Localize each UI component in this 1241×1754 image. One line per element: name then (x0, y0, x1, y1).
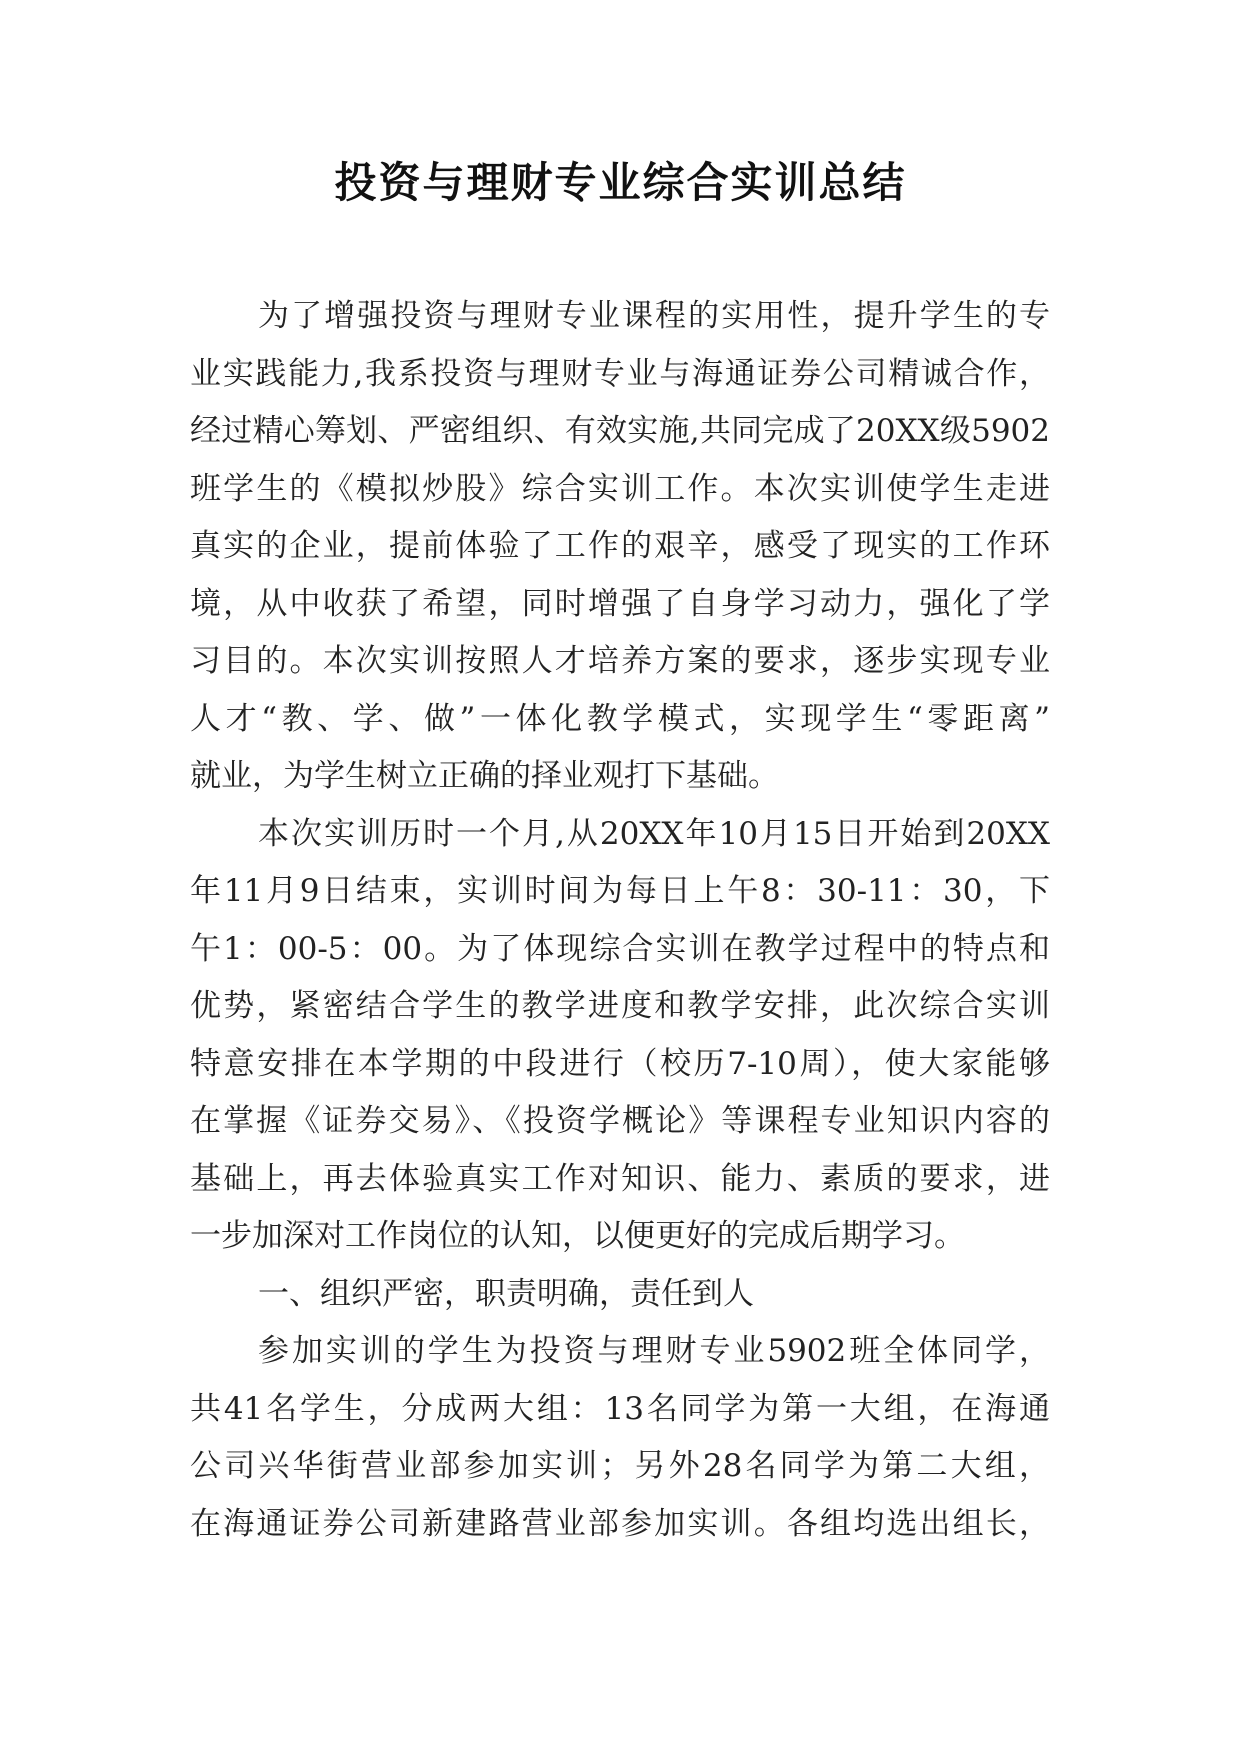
text-line: 午1：00-5：00。为了体现综合实训在教学过程中的特点和 (190, 930, 1050, 967)
text-line: 本次实训历时一个月,从20XX年10月15日开始到20XX (258, 815, 1050, 852)
text-line: 基础上，再去体验真实工作对知识、能力、素质的要求，进 (190, 1160, 1050, 1197)
text-line: 人才“教、学、做”一体化教学模式，实现学生“零距离” (190, 700, 1050, 737)
text-line: 习目的。本次实训按照人才培养方案的要求，逐步实现专业 (190, 643, 1050, 679)
text-line: 班学生的《模拟炒股》综合实训工作。本次实训使学生走进 (190, 470, 1050, 507)
text-line: 一、组织严密，职责明确，责任到人 (258, 1275, 754, 1312)
text-line: 为了增强投资与理财专业课程的实用性，提升学生的专 (258, 298, 1050, 334)
document-body (190, 288, 1050, 1553)
text-line: 特意安排在本学期的中段进行（校历7-10周），使大家能够 (190, 1045, 1050, 1082)
text-line: 业实践能力,我系投资与理财专业与海通证券公司精诚合作， (190, 355, 1050, 392)
text-line: 境，从中收获了希望，同时增强了自身学习动力，强化了学 (190, 585, 1050, 622)
text-line: 经过精心筹划、严密组织、有效实施,共同完成了20XX级5902 (190, 413, 1050, 449)
text-line: 在海通证券公司新建路营业部参加实训。各组均选出组长， (190, 1505, 1050, 1542)
text-line: 在掌握《证券交易》、《投资学概论》等课程专业知识内容的 (190, 1103, 1050, 1139)
text-line: 真实的企业，提前体验了工作的艰辛，感受了现实的工作环 (190, 528, 1050, 564)
text-line: 参加实训的学生为投资与理财专业5902班全体同学， (258, 1333, 1050, 1369)
text-line: 公司兴华街营业部参加实训；另外28名同学为第二大组， (190, 1448, 1050, 1484)
text-line: 优势，紧密结合学生的教学进度和教学安排，此次综合实训 (190, 988, 1050, 1024)
text-line: 就业，为学生树立正确的择业观打下基础。 (190, 758, 779, 794)
document-title: 投资与理财专业综合实训总结 (334, 158, 907, 207)
text-line: 年11月9日结束，实训时间为每日上午8：30-11：30，下 (190, 873, 1050, 909)
text-line: 共41名学生，分成两大组：13名同学为第一大组，在海通 (190, 1390, 1050, 1427)
text-line: 一步加深对工作岗位的认知，以便更好的完成后期学习。 (190, 1218, 965, 1254)
